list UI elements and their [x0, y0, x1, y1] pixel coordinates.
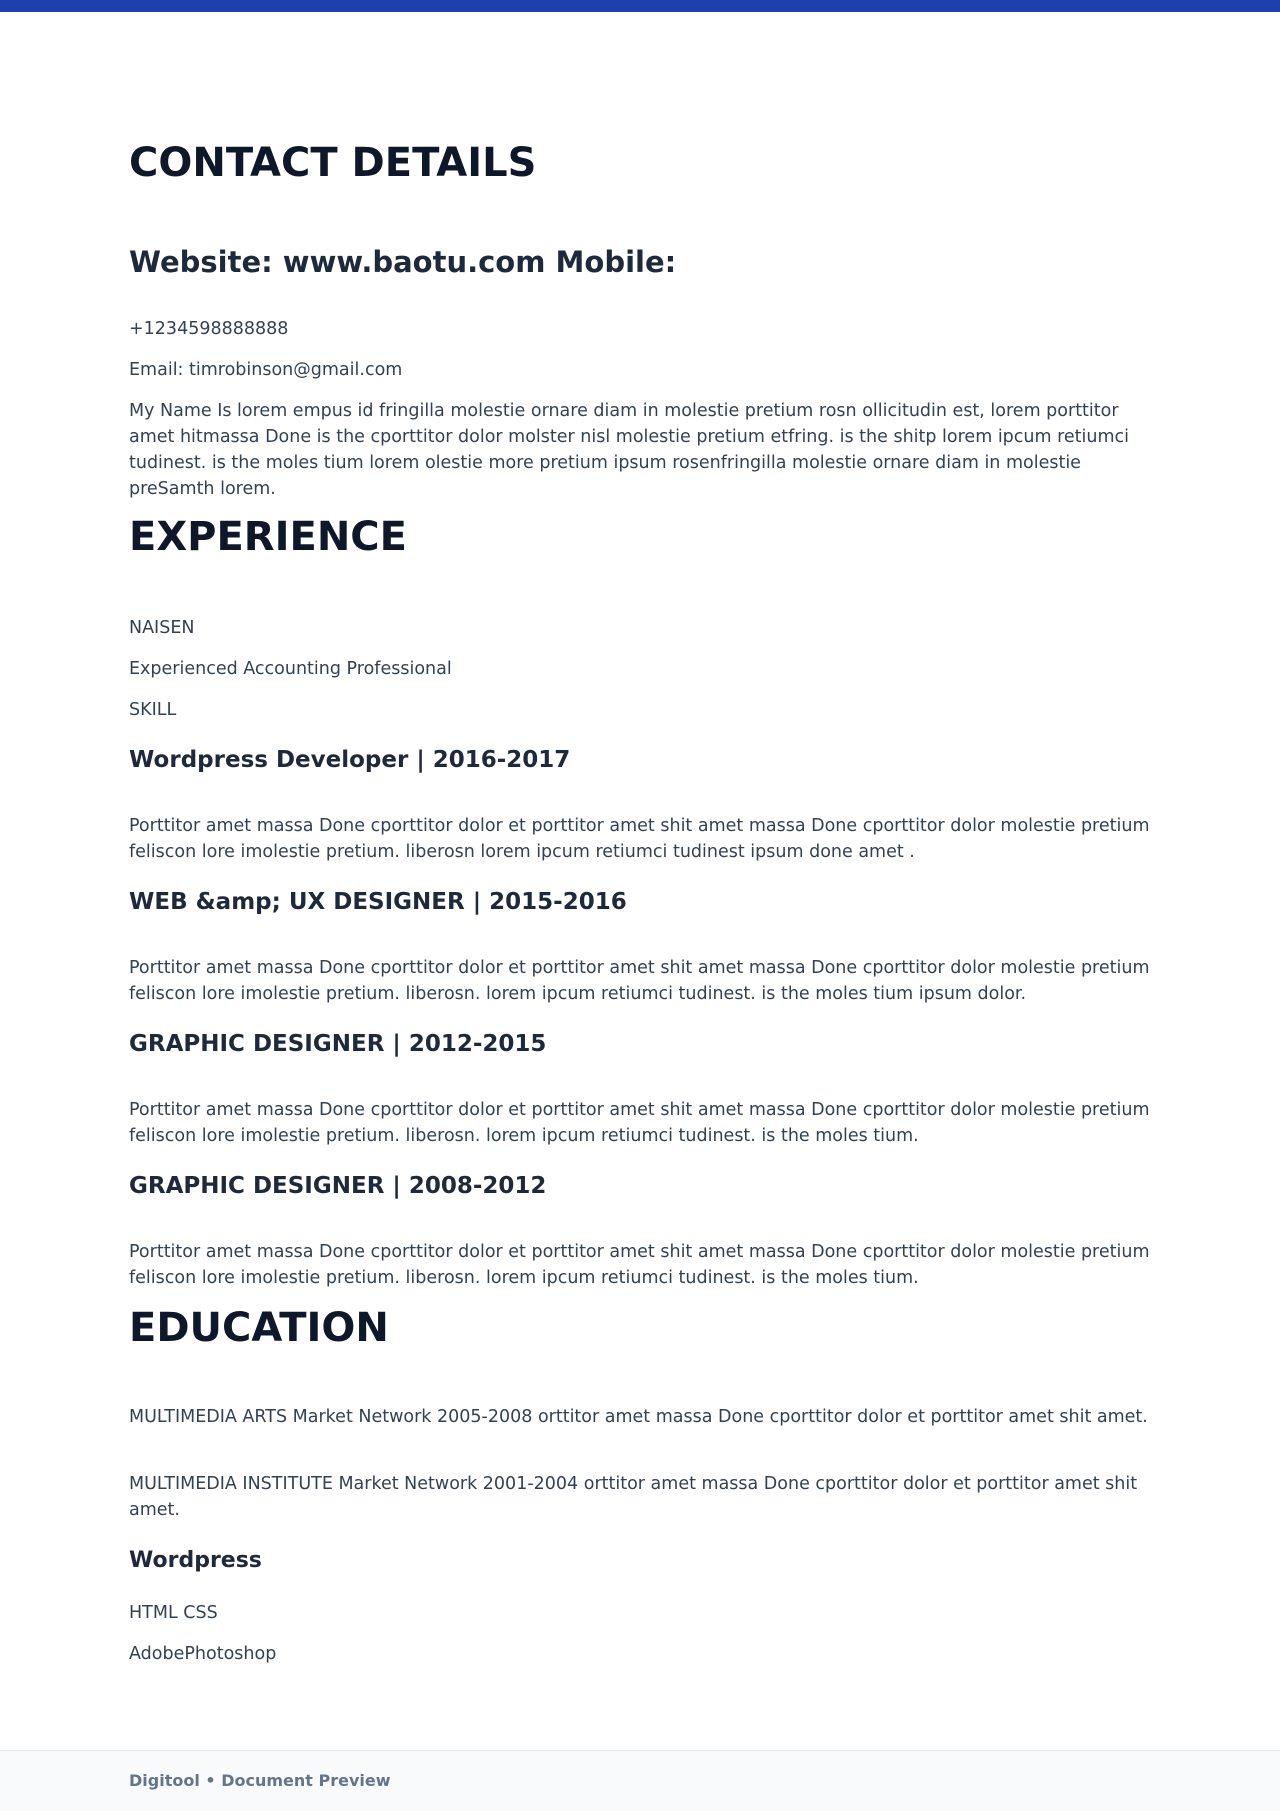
- job-description: Porttitor amet massa Done cporttitor dolor et porttitor amet shit amet massa Done cporttitor dolor molestie pretium feliscon lore imolestie pretium. liberosn. lorem ipcum retiumci tudinest. is the moles tium ipsum dolor.: [129, 958, 1150, 1004]
- job-description: Porttitor amet massa Done cporttitor dolor et porttitor amet shit amet massa Done cporttitor dolor molestie pretium feliscon lore imolestie pretium. liberosn lorem ipcum retiumci tudinest ipsum done amet .: [129, 816, 1150, 862]
- education-item: MULTIMEDIA ARTS Market Network 2005-2008 orttitor amet massa Done cporttitor dolor et porttitor amet shit amet.: [129, 1407, 1148, 1427]
- skills-heading: Wordpress: [129, 1548, 262, 1573]
- email-line: Email: timrobinson@gmail.com: [129, 360, 403, 380]
- job-title: GRAPHIC DESIGNER | 2008-2012: [129, 1173, 547, 1199]
- education-heading: EDUCATION: [129, 1305, 389, 1351]
- job-title: WEB &amp; UX DESIGNER | 2015-2016: [129, 889, 627, 915]
- company-name: NAISEN: [129, 618, 195, 638]
- job-description: Porttitor amet massa Done cporttitor dolor et porttitor amet shit amet massa Done cporttitor dolor molestie pretium feliscon lore imolestie pretium. liberosn. lorem ipcum retiumci tudinest. is the moles tium.: [129, 1100, 1150, 1146]
- website-mobile-line: Website: www.baotu.com Mobile:: [129, 245, 677, 279]
- skill-item: HTML CSS: [129, 1603, 218, 1623]
- job-title: Wordpress Developer | 2016-2017: [129, 747, 571, 773]
- contact-heading: CONTACT DETAILS: [129, 140, 537, 186]
- job-title: GRAPHIC DESIGNER | 2012-2015: [129, 1031, 547, 1057]
- education-item: MULTIMEDIA INSTITUTE Market Network 2001-2004 orttitor amet massa Done cporttitor dolor et porttitor amet shit amet.: [129, 1474, 1138, 1520]
- skill-item: AdobePhotoshop: [129, 1644, 277, 1664]
- top-accent-bar: [0, 0, 1280, 12]
- footer-caption: Digitool • Document Preview: [129, 1771, 391, 1790]
- experience-heading: EXPERIENCE: [129, 514, 407, 560]
- skill-label: SKILL: [129, 700, 177, 720]
- role-title: Experienced Accounting Professional: [129, 659, 452, 679]
- bio-paragraph: My Name Is lorem empus id fringilla molestie ornare diam in molestie pretium rosn ollicitudin est, lorem porttitor amet hitmassa Done is the cporttitor dolor molster nisl molestie pretium etfring. is the shitp lorem ipcum retiumci tudinest. is the moles tium lorem olestie more pretium ipsum rosenfringilla molestie ornare diam in molestie preSamth lorem.: [129, 401, 1130, 499]
- phone-number: +1234598888888: [129, 319, 289, 339]
- job-description: Porttitor amet massa Done cporttitor dolor et porttitor amet shit amet massa Done cporttitor dolor molestie pretium feliscon lore imolestie pretium. liberosn. lorem ipcum retiumci tudinest. is the moles tium.: [129, 1242, 1150, 1288]
- preview-footer: [0, 1750, 1280, 1811]
